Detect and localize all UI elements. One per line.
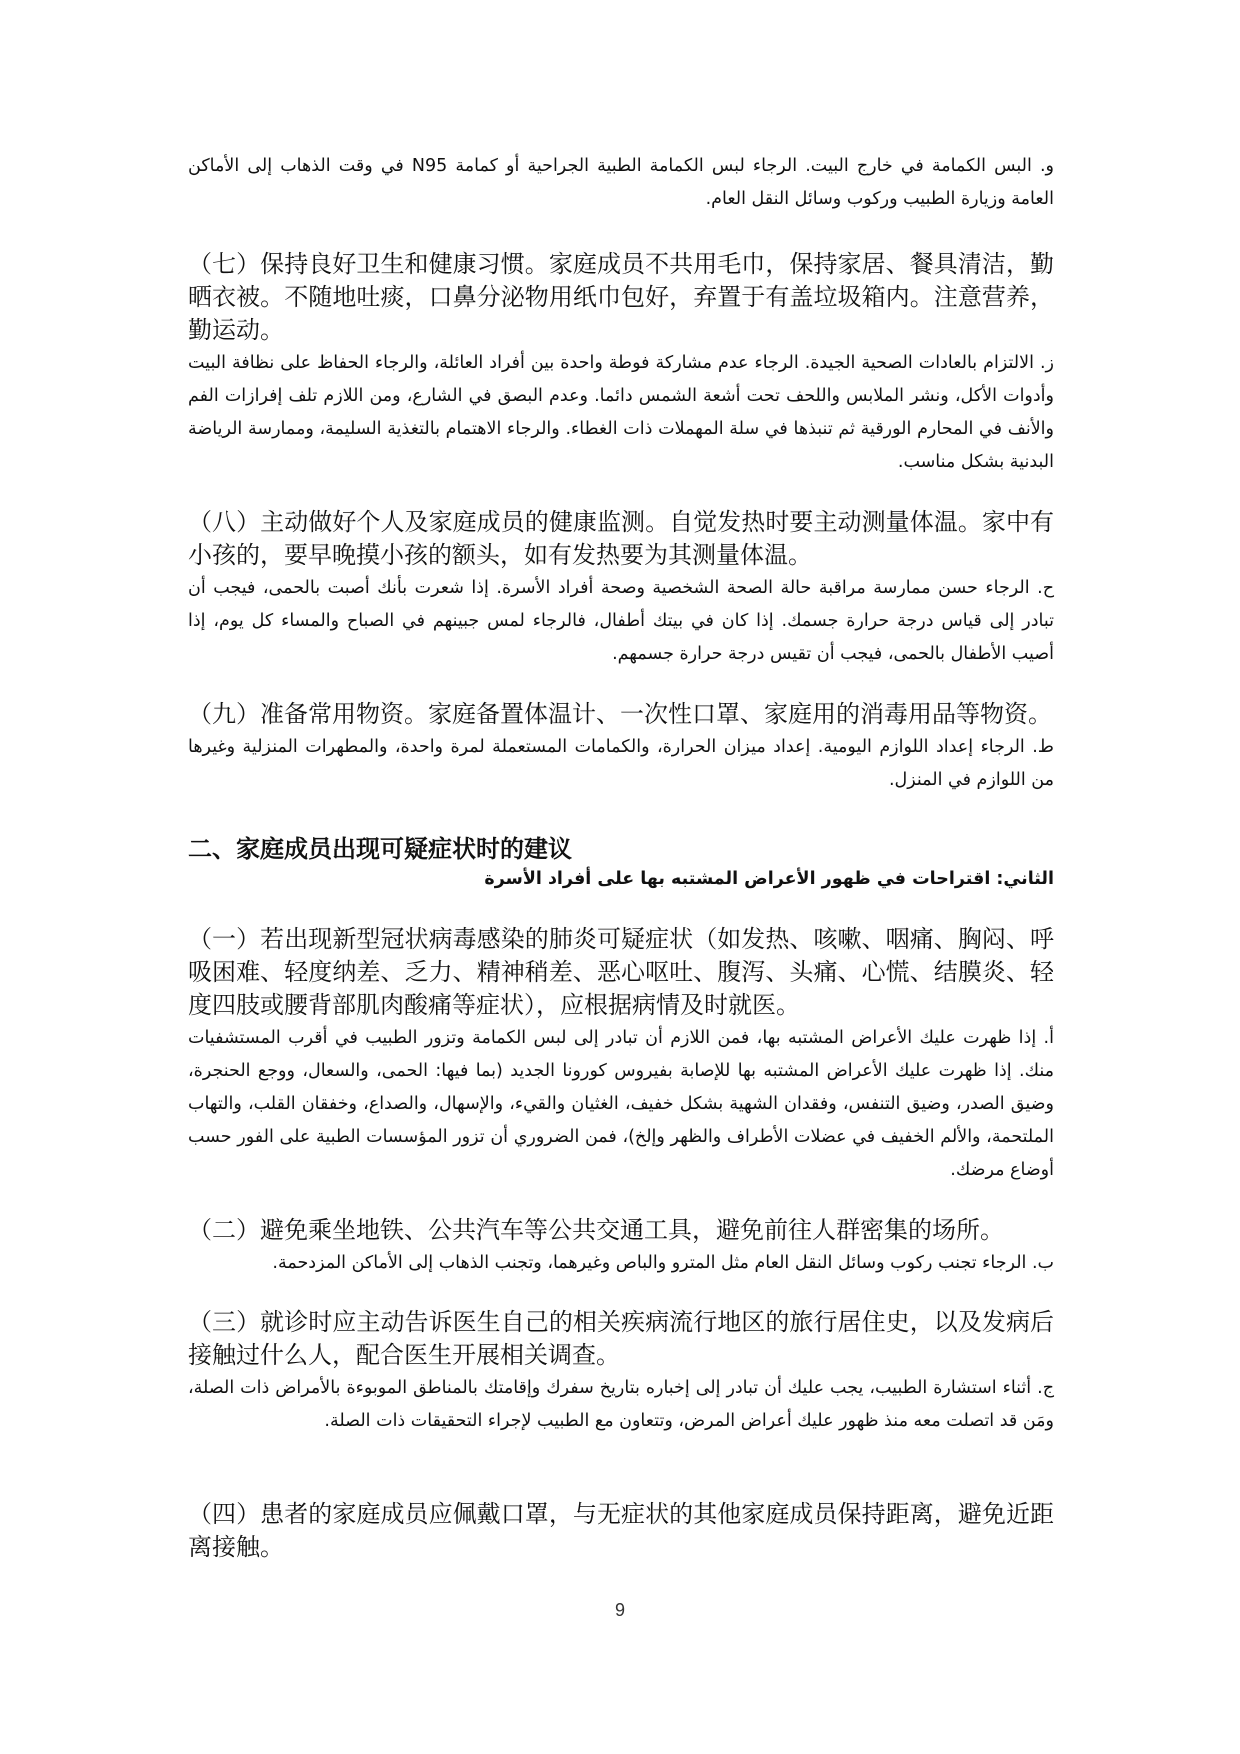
section-w: [188, 150, 1054, 216]
arabic-heading: الثاني: اقتراحات في ظهور الأعراض المشتبه بها على أفراد الأسرة: [484, 869, 1054, 889]
chinese-heading: 二、家庭成员出现可疑症状时的建议: [188, 834, 572, 863]
page-number: 9: [614, 1600, 625, 1620]
chinese-paragraph: （三）就诊时应主动告诉医生自己的相关疾病流行地区的旅行居住史，以及发病后接触过什么人，配合医生开展相关调查。: [188, 1308, 1054, 1369]
section-one: [188, 923, 1054, 1187]
chinese-paragraph: （八）主动做好个人及家庭成员的健康监测。自觉发热时要主动测量体温。家中有小孩的，要早晚摸小孩的额头，如有发热要为其测量体温。: [188, 508, 1054, 569]
chinese-paragraph: （七）保持良好卫生和健康习惯。家庭成员不共用毛巾，保持家居、餐具清洁，勤晒衣被。不随地吐痰，口鼻分泌物用纸巾包好，弃置于有盖垃圾箱内。注意营养，勤运动。: [188, 250, 1054, 344]
arabic-paragraph: ج. أثناء استشارة الطبيب، يجب عليك أن تبادر إلى إخباره بتاريخ سفرك وإقامتك بالمناطق الموبوءة بالأمراض ذات الصلة، ومَن قد اتصلت معه منذ ظهور عليك أعراض المرض، وتتعاون مع الطبيب لإجراء التحقيقات ذات الصلة.: [188, 1378, 1054, 1431]
section-eight: [188, 506, 1054, 671]
chinese-paragraph: （四）患者的家庭成员应佩戴口罩，与无症状的其他家庭成员保持距离，避免近距离接触。: [188, 1500, 1054, 1561]
section-nine: [188, 698, 1054, 797]
chinese-paragraph: （一）若出现新型冠状病毒感染的肺炎可疑症状（如发热、咳嗽、咽痛、胸闷、呼吸困难、轻度纳差、乏力、精神稍差、恶心呕吐、腹泻、头痛、心慌、结膜炎、轻度四肢或腰背部肌肉酸痛等症状），应根据病情及时就医。: [188, 925, 1054, 1019]
chinese-paragraph: （二）避免乘坐地铁、公共汽车等公共交通工具，避免前往人群密集的场所。: [188, 1216, 1004, 1244]
arabic-paragraph: ح. الرجاء حسن ممارسة مراقبة حالة الصحة الشخصية وصحة أفراد الأسرة. إذا شعرت بأنك أصبت بالحمى، فيجب أن تبادر إلى قياس درجة حرارة جسمك. إذا كان في بيتك أطفال، فالرجاء لمس جبينهم في الصباح والمساء كل يوم، إذا أصيب الأطفال بالحمى، فيجب أن تقيس درجة حرارة جسمهم.: [188, 578, 1054, 664]
arabic-paragraph: ز. الالتزام بالعادات الصحية الجيدة. الرجاء عدم مشاركة فوطة واحدة بين أفراد العائلة، والرجاء الحفاظ على نظافة البيت وأدوات الأكل، ونشر الملابس واللحف تحت أشعة الشمس دائما. وعدم البصق في الشارع، ومن اللازم تلف إفرازات الفم والأنف في المحارم الورقية ثم تنبذها في سلة المهملات ذات الغطاء. والرجاء الاهتمام بالتغذية السليمة، وممارسة الرياضة البدنية بشكل مناسب.: [188, 353, 1054, 472]
section-heading: [188, 832, 1054, 893]
arabic-paragraph: ط. الرجاء إعداد اللوازم اليومية. إعداد ميزان الحرارة، والكمامات المستعملة لمرة واحدة، والمطهرات المنزلية وغيرها من اللوازم في المنزل.: [188, 737, 1054, 790]
section-four: [188, 1498, 1054, 1564]
arabic-paragraph: ب. الرجاء تجنب ركوب وسائل النقل العام مثل المترو والباص وغيرهما، وتجنب الذهاب إلى الأماكن المزدحمة.: [272, 1253, 1054, 1273]
chinese-paragraph: （九）准备常用物资。家庭备置体温计、一次性口罩、家庭用的消毒用品等物资。: [188, 700, 1052, 728]
arabic-paragraph: أ. إذا ظهرت عليك الأعراض المشتبه بها، فمن اللازم أن تبادر إلى لبس الكمامة وتزور الطبيب في أقرب المستشفيات منك. إذا ظهرت عليك الأعراض المشتبه بها للإصابة بفيروس كورونا الجديد (بما فيها: الحمى، والسعال، ووجع الحنجرة، وضيق الصدر، وضيق التنفس، وفقدان الشهية بشكل خفيف، الغثيان والقيء، والإسهال، والصداع، وخفقان القلب، والتهاب الملتحمة، والألم الخفيف في عضلات الأطراف والظهر وإلخ)، فمن الضروري أن تزور المؤسسات الطبية على الفور حسب أوضاع مرضك.: [188, 1028, 1054, 1180]
section-seven: [188, 248, 1054, 479]
arabic-paragraph: و. البس الكمامة في خارج البيت. الرجاء لبس الكمامة الطبية الجراحية أو كمامة N95 في وقت الذهاب إلى الأماكن العامة وزيارة الطبيب وركوب وسائل النقل العام.: [188, 156, 1055, 209]
section-three: [188, 1306, 1054, 1438]
section-two: [188, 1214, 1054, 1280]
